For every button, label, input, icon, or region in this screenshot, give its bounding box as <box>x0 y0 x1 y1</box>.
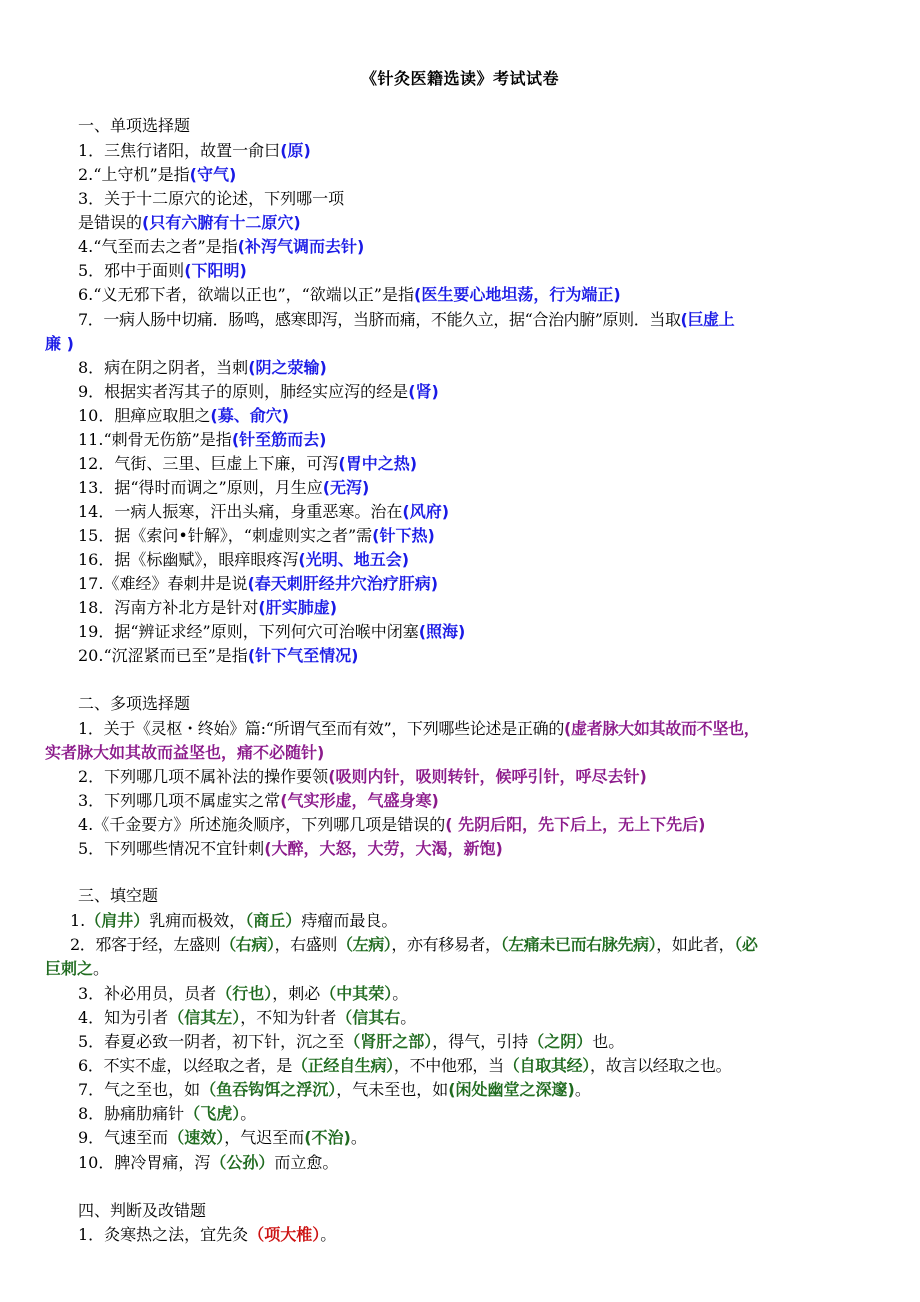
answer: (医生要心地坦荡，行为端正) <box>414 285 621 304</box>
answer: （正经自生病） <box>291 1056 394 1075</box>
question-line: 1．三焦行诸阳，故置一俞曰(原) <box>78 141 311 160</box>
fill-line: 6．不实不虚，以经取之者，是（正经自生病），不中他邪，当（自取其经），故言以经取之也。 <box>78 1056 732 1075</box>
answer: （行也） <box>216 984 273 1003</box>
question-line: 9．根据实者泻其子的原则，肺经实应泻的经是(肾) <box>78 382 439 401</box>
question-line: 5．邪中于面则(下阳明) <box>78 261 247 280</box>
answer: （肾肝之部） <box>344 1032 433 1051</box>
answer: (吸则内针，吸则转针，候呼引针，呼尽去针) <box>328 767 647 786</box>
answer: （信其左） <box>168 1008 241 1027</box>
fill-line: 5．春夏必致一阴者，初下针，沉之至（肾肝之部），得气，引持（之阴）也。 <box>78 1032 625 1051</box>
question-line: 1．关于《灵枢・终始》篇:“所谓气至而有效”，下列哪些论述是正确的(虚者脉大如其故而不坚也， <box>78 719 760 738</box>
answer: (针下气至情况) <box>247 646 359 665</box>
question-line: 17.《难经》春刺井是说(春天刺肝经井穴治疗肝病) <box>78 574 439 593</box>
question-line: 5．下列哪些情况不宜针刺(大醉，大怒，大劳，大渴，新饱) <box>78 839 503 858</box>
fill-line: 4．知为引者（信其左），不知为针者（信其右。 <box>78 1008 417 1027</box>
question-line: 2.“上守机”是指(守气) <box>78 165 237 184</box>
answer: （鱼吞钩饵之浮沉） <box>200 1080 337 1099</box>
answer: (胃中之热) <box>338 454 418 473</box>
question-line: 20.“沉涩紧而已至”是指(针下气至情况) <box>78 646 359 665</box>
fill-line: 2．邪客于经，左盛则（右病），右盛则（左病），亦有移易者，（左痛未已而右脉先病），如此者，（必 <box>70 935 758 954</box>
section-heading-single-choice: 一、单项选择题 <box>78 116 191 135</box>
question-line: 13．据“得时而调之”原则，月生应(无泻) <box>78 478 370 497</box>
question-line: 2．下列哪几项不属补法的操作要领(吸则内针，吸则转针，候呼引针，呼尽去针) <box>78 767 647 786</box>
question-line: 11.“刺骨无伤筋”是指(针至筋而去) <box>78 430 327 449</box>
answer: （肩井） <box>85 911 150 930</box>
question-line: 18．泻南方补北方是针对(肝实肺虚) <box>78 598 338 617</box>
answer: (闲处幽堂之深邃) <box>448 1080 575 1099</box>
question-line: 8．病在阴之阴者，当刺(阴之荥输) <box>78 358 327 377</box>
answer: (不治) <box>304 1128 351 1147</box>
answer: ( 先阴后阳，先下后上，无上下先后) <box>445 815 706 834</box>
question-line: 3．下列哪几项不属虚实之常(气实形虚，气盛身寒) <box>78 791 439 810</box>
question-line: 1．灸寒热之法，宜先灸（项大椎）。 <box>78 1225 337 1244</box>
question-line-continued <box>45 743 324 763</box>
answer: （信其右 <box>336 1008 401 1027</box>
answer: （左病） <box>337 935 392 954</box>
answer: (照海) <box>418 622 466 641</box>
answer: (针至筋而去) <box>231 430 327 449</box>
answer: (募、俞穴) <box>210 406 290 425</box>
answer: (光明、地五会) <box>298 550 410 569</box>
answer: （右病） <box>220 935 275 954</box>
question-line: 15．据《索问•针解》，“刺虚则实之者”需(针下热) <box>78 526 435 545</box>
fill-line: 1.（肩井）乳痈而极效，（商丘）痔瘤而最良。 <box>70 911 398 930</box>
question-line: 3．关于十二原穴的论述，下列哪一项 <box>78 189 345 208</box>
answer: （必 <box>734 935 758 954</box>
question-line: 16．据《标幽赋》，眼痒眼疼泻(光明、地五会) <box>78 550 410 569</box>
answer: （项大椎） <box>248 1225 321 1244</box>
answer: 巨刺之 <box>45 959 94 978</box>
answer: (春天刺肝经井穴治疗肝病) <box>247 574 439 593</box>
answer: 实者脉大如其故而益坚也，痛不必随针) <box>45 743 325 762</box>
fill-line-continued: 巨刺之。 <box>45 959 110 978</box>
answer: (针下热) <box>372 526 435 545</box>
answer: （飞虎） <box>184 1104 241 1123</box>
fill-line: 3．补必用员，员者（行也），刺必（中其荣）。 <box>78 984 409 1003</box>
answer: (气实形虚，气盛身寒) <box>280 791 439 810</box>
question-line: 7．一病人肠中切痛．肠鸣，感寒即泻，当脐而痛，不能久立，据“合治内腑”原则．当取(巨虚上 <box>78 310 735 329</box>
section-heading-judgement: 四、判断及改错题 <box>78 1201 207 1220</box>
answer: （商丘） <box>245 911 302 930</box>
question-line-continued <box>45 334 74 354</box>
fill-line: 7．气之至也，如（鱼吞钩饵之浮沉），气未至也，如(闲处幽堂之深邃)。 <box>78 1080 591 1099</box>
question-line: 14．一病人振寒，汗出头痛，身重恶寒。治在(风府) <box>78 502 450 521</box>
answer: （速效） <box>168 1128 225 1147</box>
answer: (下阳明) <box>184 261 247 280</box>
answer: (阴之荥输) <box>248 358 327 377</box>
fill-line: 9．气速至而（速效），气迟至而(不治)。 <box>78 1128 367 1147</box>
question-line: 4.《千金要方》所述施灸顺序，下列哪几项是错误的( 先阴后阳，先下后上，无上下先后) <box>78 815 706 834</box>
question-line: 10．胆瘅应取胆之(募、俞穴) <box>78 406 290 425</box>
answer: (巨虚上 <box>680 310 735 329</box>
section-heading-fill-blank: 三、填空题 <box>78 886 159 905</box>
answer: (风府) <box>402 502 450 521</box>
fill-line: 8．胁痛肋痛针（飞虎）。 <box>78 1104 257 1123</box>
answer: (无泻) <box>322 478 370 497</box>
question-line: 12．气街、三里、巨虚上下廉，可泻(胃中之热) <box>78 454 418 473</box>
answer: （中其荣） <box>320 984 393 1003</box>
answer: (肝实肺虚) <box>258 598 338 617</box>
answer: (守气) <box>189 165 237 184</box>
answer: (肾) <box>408 382 439 401</box>
question-line: 19．据“辨证求经”原则，下列何穴可治喉中闭塞(照海) <box>78 622 466 641</box>
answer: (大醉，大怒，大劳，大渴，新饱) <box>264 839 503 858</box>
answer: (只有六腑有十二原穴) <box>142 213 301 232</box>
question-line: 是错误的(只有六腑有十二原穴) <box>78 213 301 232</box>
answer: 廉 ) <box>45 334 74 353</box>
answer: (原) <box>280 141 311 160</box>
answer: （之阴） <box>528 1032 593 1051</box>
answer: （公孙） <box>210 1153 275 1172</box>
page-title: 《针灸医籍选读》考试试卷 <box>360 69 559 88</box>
answer: （左痛未已而右脉先病） <box>500 935 657 954</box>
answer: (补泻气调而去针) <box>237 237 365 256</box>
fill-line: 10．脾冷胃痛，泻（公孙）而立愈。 <box>78 1153 339 1172</box>
answer: （自取其经） <box>503 1056 590 1075</box>
answer: (虚者脉大如其故而不坚也， <box>564 719 760 738</box>
question-line: 4.“气至而去之者”是指(补泻气调而去针) <box>78 237 365 256</box>
section-heading-multiple-choice: 二、多项选择题 <box>78 694 191 713</box>
question-line: 6.“义无邪下者，欲端以正也”，“欲端以正”是指(医生要心地坦荡，行为端正) <box>78 285 621 304</box>
